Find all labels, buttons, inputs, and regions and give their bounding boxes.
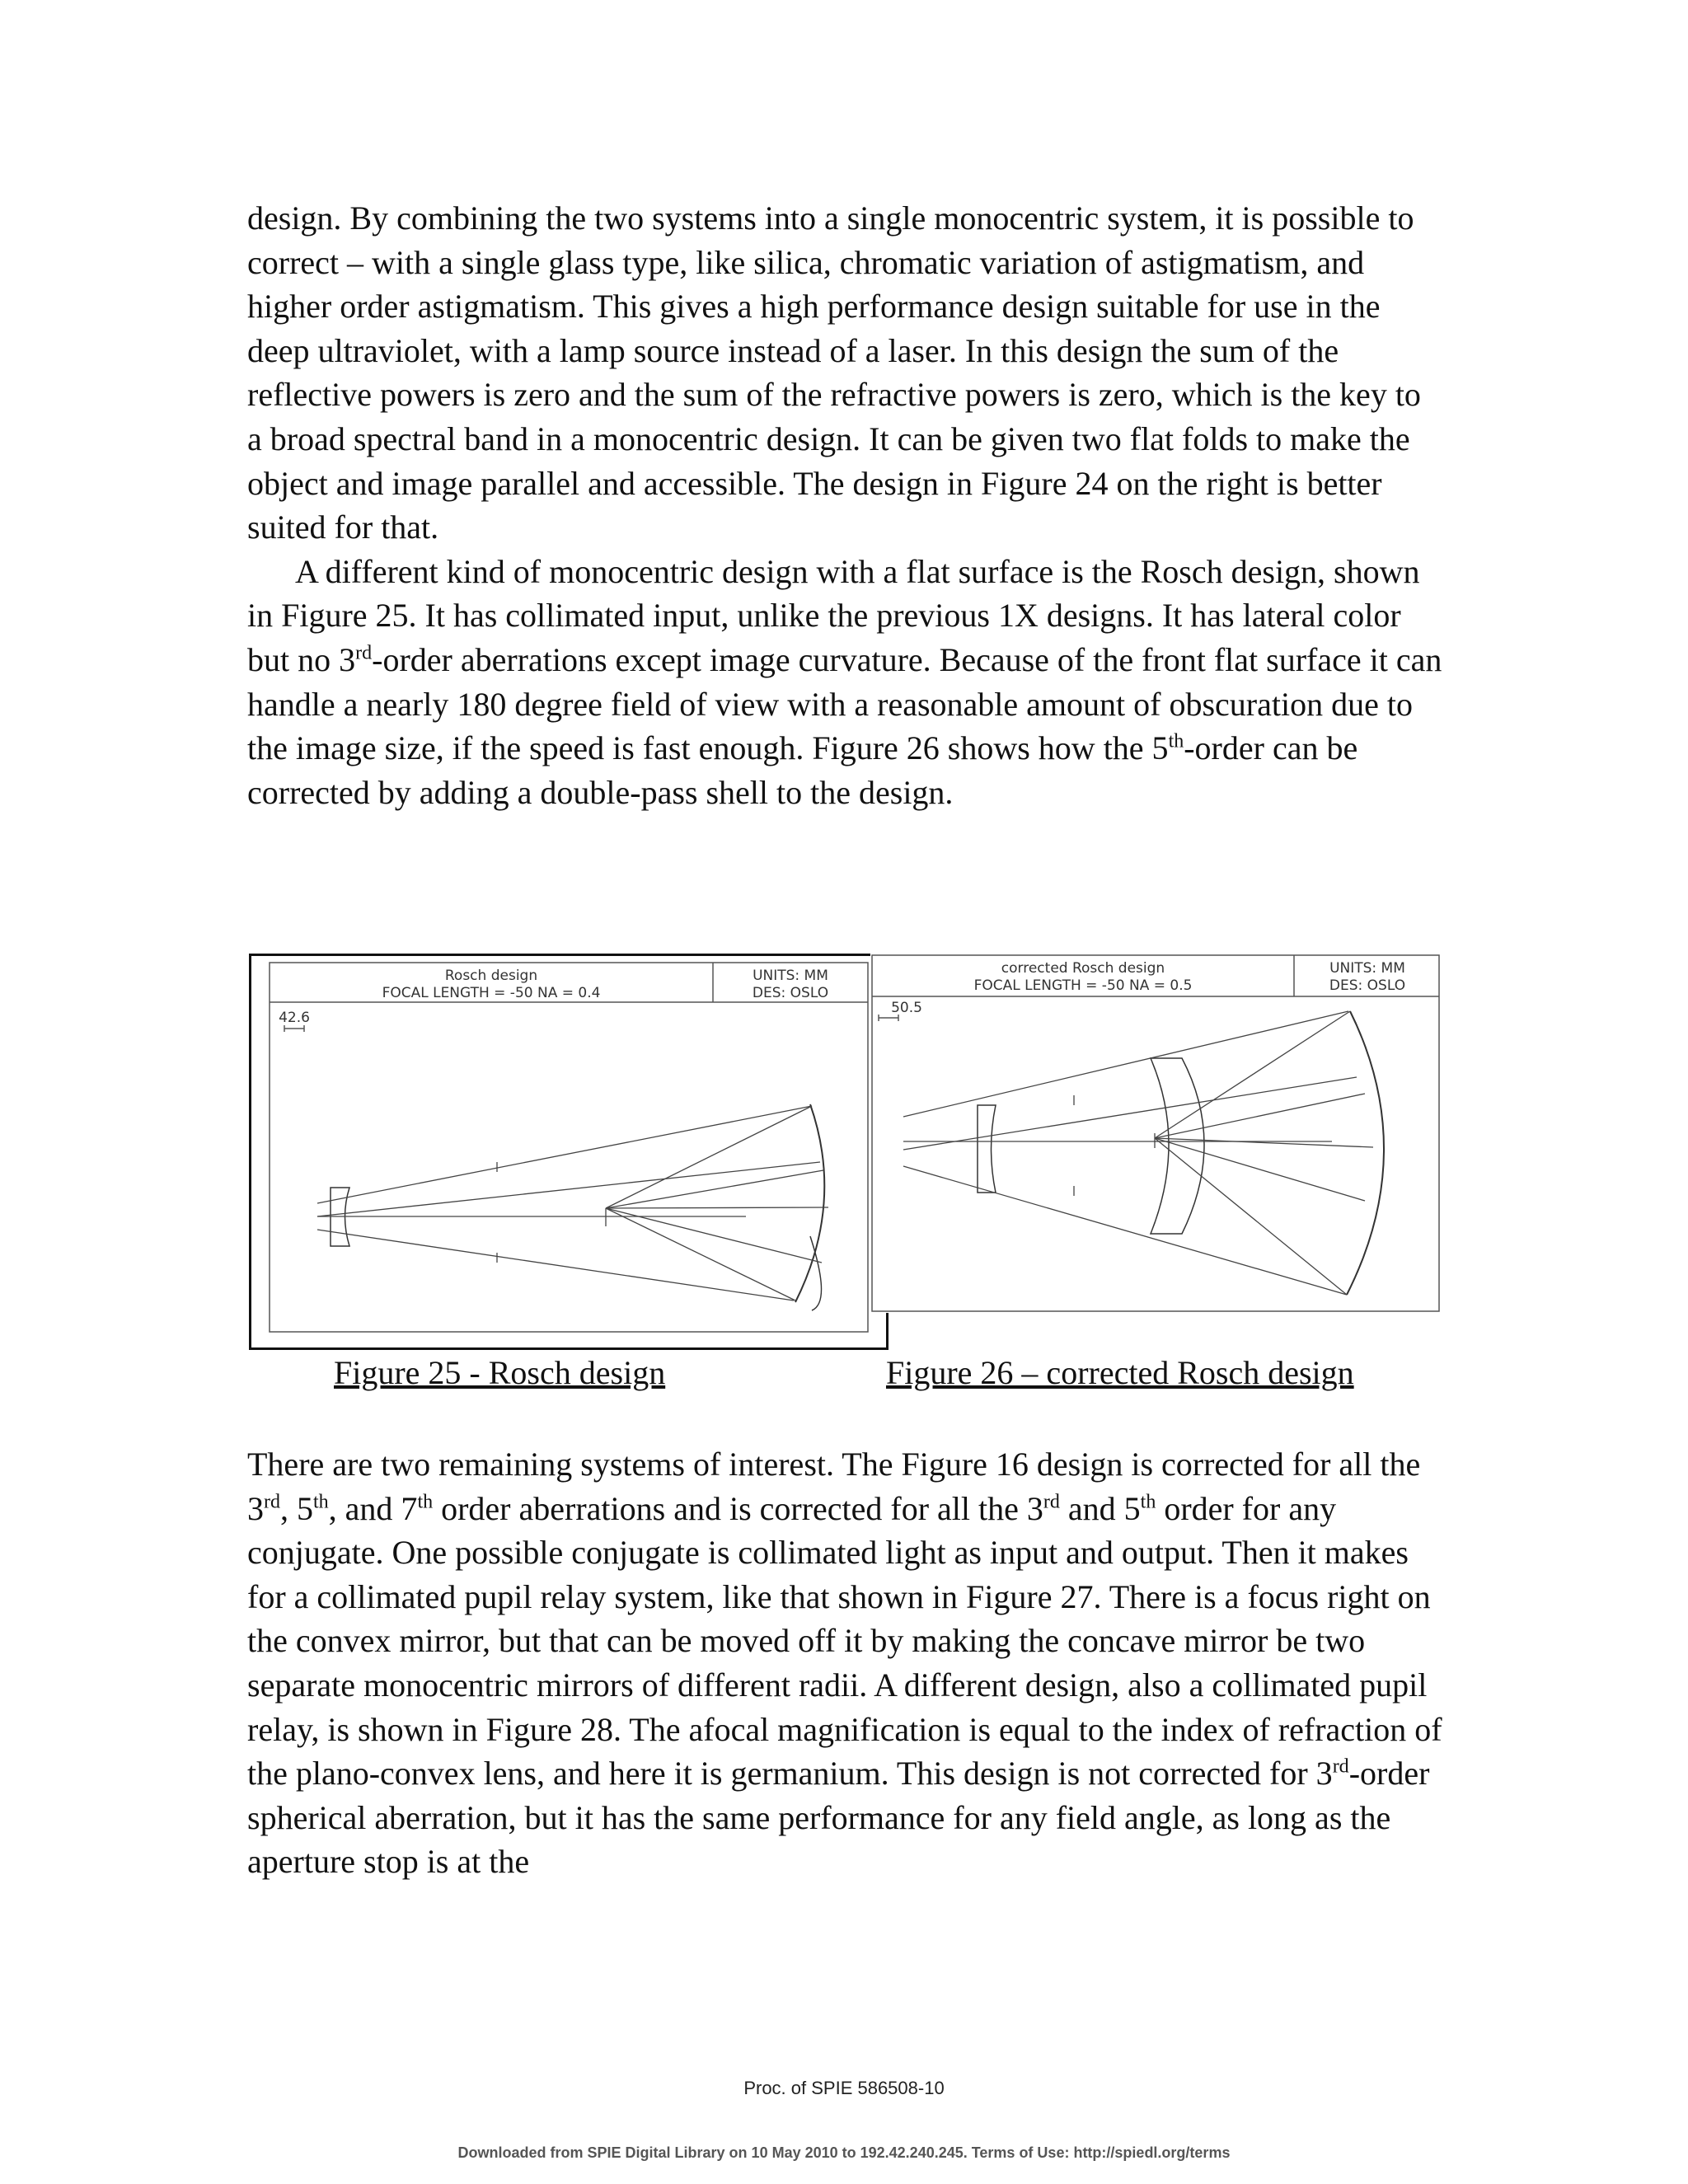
ray bbox=[317, 1162, 820, 1216]
text-run: order for any conjugate. One possible conjugate is collimated light as input and output. Then it makes for a collimated pupil relay system, like that shown in Figure 27. There is a focus right on the convex mirror, but that can be moved off it by making the concave mirror be two separate monocentric mirrors of different radii. A different design, also a collimated pupil relay, is shown in Figure 28. The afocal magnification is equal to the index of refraction of the plano-convex lens, and here it is germanium. This design is not corrected for 3 bbox=[247, 1489, 1442, 1793]
ray bbox=[1155, 1138, 1365, 1201]
superscript: th bbox=[1168, 730, 1184, 752]
text-run: There are two remaining systems of interest. The Figure 16 design is corrected for all the 3 bbox=[247, 1446, 1421, 1527]
ray bbox=[606, 1170, 823, 1208]
figure-25-title: Rosch design bbox=[444, 968, 538, 984]
figure-26-focal-length: FOCAL LENGTH = -50 NA = 0.5 bbox=[973, 977, 1193, 994]
figure-26-designer: DES: OSLO bbox=[1329, 977, 1406, 994]
figure-26-scale-label: 50.5 bbox=[891, 1000, 922, 1016]
paragraph-1: design. By combining the two systems into a single monocentric system, it is possible to correct – with a single glass type, like silica, chromatic variation of astigmatism, and higher order astigmatism. This gives a high performance design suitable for use in the deep ultraviolet, with a lamp source instead of a laser. In this design the sum of the reflective powers is zero and the sum of the refractive powers is zero, which is the key to a broad spectral band in a monocentric design. It can be given two flat folds to make the object and image parallel and accessible. The design in Figure 24 on the right is better suited for that. bbox=[247, 199, 1421, 546]
figure-25-focal-length: FOCAL LENGTH = -50 NA = 0.4 bbox=[382, 985, 601, 1001]
figure-25 bbox=[249, 954, 889, 1350]
figure-26-caption: Figure 26 – corrected Rosch design bbox=[886, 1354, 1354, 1391]
body-text-top bbox=[247, 196, 1442, 814]
figure-26-drawing bbox=[870, 954, 1441, 1313]
superscript: rd bbox=[264, 1491, 280, 1513]
corrector-lens bbox=[978, 1105, 996, 1193]
ray bbox=[1155, 1011, 1350, 1138]
figure-26 bbox=[870, 954, 1441, 1313]
superscript: rd bbox=[355, 642, 373, 664]
paragraph-2 bbox=[247, 550, 1442, 815]
text-run: -order spherical aberration, but it has the same performance for any field angle, as long as the aperture stop is at the bbox=[247, 1755, 1430, 1881]
drawing-frame bbox=[872, 955, 1439, 1311]
ray bbox=[903, 1077, 1357, 1150]
text-run: -order aberrations except image curvature. Because of the front flat surface it can handle a nearly 180 degree field of view with a reasonable amount of obscuration due to the image size, if the speed is fast enough. Figure 26 shows how the 5 bbox=[247, 640, 1442, 767]
figure-25-units: UNITS: MM bbox=[753, 968, 828, 984]
text-run: , 5 bbox=[280, 1489, 313, 1527]
figure-25-caption: Figure 25 - Rosch design bbox=[334, 1354, 666, 1391]
download-notice: Downloaded from SPIE Digital Library on 10 May 2010 to 192.42.240.245. Terms of Use: http://spiedl.org/terms bbox=[457, 2144, 1231, 2161]
superscript: th bbox=[313, 1491, 329, 1513]
text-run: , and 7 bbox=[328, 1489, 418, 1527]
ray bbox=[1155, 1138, 1373, 1147]
ray bbox=[606, 1207, 828, 1208]
figure-26-title: corrected Rosch design bbox=[1001, 960, 1165, 977]
figure-25-drawing bbox=[251, 956, 886, 1347]
text-run: A different kind of monocentric design with a flat surface is the Rosch design, shown in Figure 25. It has collimated input, unlike the previous 1X designs. It has lateral color but no 3 bbox=[247, 552, 1420, 678]
superscript: rd bbox=[1043, 1491, 1060, 1513]
text-run: and 5 bbox=[1059, 1489, 1141, 1527]
ray bbox=[606, 1106, 812, 1208]
paragraph-3 bbox=[247, 1442, 1442, 1884]
ray bbox=[1155, 1138, 1347, 1295]
ray bbox=[903, 1011, 1348, 1117]
drawing-frame bbox=[270, 963, 868, 1332]
superscript: rd bbox=[1332, 1755, 1349, 1778]
ray bbox=[903, 1166, 1347, 1295]
ray bbox=[317, 1106, 812, 1203]
figure-25-designer: DES: OSLO bbox=[752, 985, 829, 1001]
ray bbox=[1155, 1094, 1365, 1138]
text-run: -order can be corrected by adding a double-pass shell to the design. bbox=[247, 729, 1358, 811]
figure-26-units: UNITS: MM bbox=[1329, 960, 1405, 977]
figure-25-scale-label: 42.6 bbox=[279, 1010, 310, 1026]
proceedings-footer: Proc. of SPIE 586508-10 bbox=[743, 2078, 945, 2098]
superscript: th bbox=[417, 1491, 434, 1513]
body-text-bottom bbox=[247, 1442, 1442, 1884]
superscript: th bbox=[1140, 1491, 1156, 1513]
text-run: order aberrations and is corrected for all the 3 bbox=[433, 1489, 1043, 1527]
double-pass-shell bbox=[1151, 1058, 1204, 1234]
concave-mirror bbox=[1347, 1011, 1384, 1295]
